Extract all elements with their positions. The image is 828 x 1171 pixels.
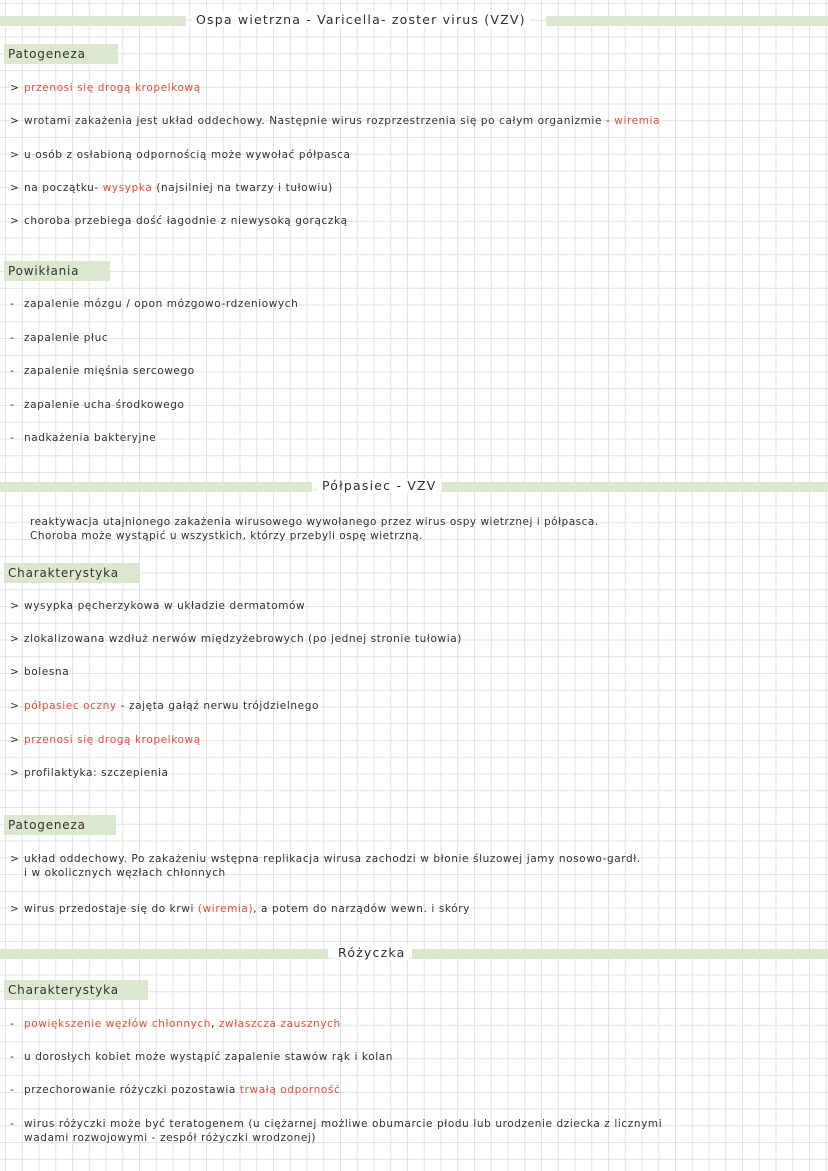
heading-powiklania: Powikłania (4, 261, 110, 281)
bullet: > (10, 666, 20, 678)
title-band-left (0, 16, 186, 26)
charakterystyka-item (10, 766, 169, 780)
page-title: Ospa wietrzna - Varicella- zoster virus (VZV) (192, 12, 530, 27)
bullet: > (10, 633, 20, 645)
item-text: wrotami zakażenia jest układ oddechowy. Następnie wirus rozprzestrzenia się po całym organizmie - (24, 115, 615, 127)
item-text: zapalenie mózgu / opon mózgowo-rdzeniowych (24, 298, 299, 310)
heading-patogeneza-1: Patogeneza (4, 44, 118, 64)
item-text: układ oddechowy. Po zakażeniu wstępna replikacja wirusa zachodzi w błonie śluzowej jamy nosowo-gardł. (24, 853, 641, 865)
bullet: > (10, 767, 20, 779)
powiklania-item (10, 331, 108, 345)
charakterystyka-item (10, 632, 462, 646)
item-text: i w okolicznych węzłach chłonnych (24, 867, 226, 879)
patogeneza-item (10, 148, 351, 162)
heading-charakterystyka-2: Charakterystyka (4, 563, 140, 583)
highlighted-text: zwłaszcza zausznych (218, 1018, 341, 1030)
item-text: , a potem do narządów wewn. i skóry (253, 903, 470, 915)
item-text: na początku- (24, 182, 103, 194)
rozyczka-item-4 (10, 1117, 662, 1131)
heading-charakterystyka-3: Charakterystyka (4, 980, 148, 1000)
item-text: zlokalizowana wzdłuż nerwów międzyżebrowych (po jednej stronie tułowia) (24, 633, 462, 645)
section-title-rozyczka: Różyczka (334, 945, 409, 960)
bullet: - (10, 1118, 15, 1130)
patogeneza-item-1-cont (24, 866, 226, 880)
highlighted-text: przenosi się drogą kropelkową (24, 82, 201, 94)
bullet: - (10, 399, 15, 411)
charakterystyka-item (10, 733, 201, 747)
bullet: > (10, 903, 20, 915)
section-title-polpasiec: Półpasiec - VZV (318, 478, 441, 493)
item-text: zapalenie ucha środkowego (24, 399, 185, 411)
intro-line-2: Choroba może wystąpić u wszystkich, którzy przebyli ospę wietrzną. (30, 530, 423, 542)
bullet: - (10, 1018, 15, 1030)
item-text: wirus przedostaje się do krwi (24, 903, 198, 915)
patogeneza-item (10, 214, 348, 228)
rozyczka-item (10, 1050, 393, 1064)
bullet: - (10, 1051, 15, 1063)
item-text: bolesna (24, 666, 70, 678)
powiklania-item (10, 297, 298, 311)
bullet: - (10, 298, 15, 310)
bullet: - (10, 332, 15, 344)
item-text: u osób z osłabioną odpornością może wywołać półpasca (24, 149, 351, 161)
powiklania-item (10, 364, 195, 378)
highlighted-text: przenosi się drogą kropelkową (24, 734, 201, 746)
highlighted-text: trwałą odporność (239, 1084, 341, 1096)
charakterystyka-item (10, 699, 319, 713)
highlighted-text: wysypka (102, 182, 153, 194)
patogeneza-item (10, 902, 470, 916)
highlighted-text: (wiremia) (197, 903, 254, 915)
powiklania-item (10, 398, 185, 412)
patogeneza-item (10, 81, 201, 95)
title-band-left-3 (0, 949, 328, 959)
item-text: zapalenie płuc (24, 332, 109, 344)
bullet: > (10, 700, 20, 712)
bullet: > (10, 149, 20, 161)
rozyczka-item (10, 1083, 340, 1097)
bullet: - (10, 1084, 15, 1096)
item-text: zapalenie mięśnia sercowego (24, 365, 195, 377)
item-text: wysypka pęcherzykowa w układzie dermatomów (24, 600, 306, 612)
rozyczka-item-4-cont (24, 1131, 316, 1145)
title-band-right-3 (412, 949, 828, 959)
charakterystyka-item (10, 599, 305, 613)
title-band-right (546, 16, 828, 26)
bullet: > (10, 600, 20, 612)
title-band-left-2 (0, 482, 312, 492)
item-text: , (211, 1018, 219, 1030)
item-text: nadkażenia bakteryjne (24, 432, 157, 444)
bullet: - (10, 365, 15, 377)
bullet: - (10, 432, 15, 444)
highlighted-text: wiremia (614, 115, 661, 127)
patogeneza-item (10, 114, 660, 128)
bullet: > (10, 182, 20, 194)
item-text: przechorowanie różyczki pozostawia (24, 1084, 240, 1096)
item-text: choroba przebiega dość łagodnie z niewysoką gorączką (24, 215, 348, 227)
bullet: > (10, 82, 20, 94)
item-text: profilaktyka: szczepienia (24, 767, 169, 779)
intro-line-1: reaktywacja utajnionego zakażenia wirusowego wywołanego przez wirus ospy wietrznej i półpasca. (30, 516, 599, 528)
patogeneza-item-1 (10, 852, 641, 866)
item-text: wirus różyczki może być teratogenem (u ciężarnej możliwe obumarcie płodu lub urodzenie dziecka z licznymi (24, 1118, 663, 1130)
item-text: - zajęta gałąź nerwu trójdzielnego (116, 700, 319, 712)
bullet: > (10, 734, 20, 746)
highlighted-text: powiększenie węzłów chłonnych (24, 1018, 212, 1030)
bullet: > (10, 215, 20, 227)
bullet: > (10, 853, 20, 865)
charakterystyka-item (10, 665, 69, 679)
powiklania-item (10, 431, 156, 445)
heading-patogeneza-2: Patogeneza (4, 815, 116, 835)
patogeneza-item (10, 181, 333, 195)
item-text: (najsilniej na twarzy i tułowiu) (152, 182, 333, 194)
rozyczka-item (10, 1017, 341, 1031)
highlighted-text: półpasiec oczny (24, 700, 117, 712)
item-text: u dorosłych kobiet może wystąpić zapalenie stawów rąk i kolan (24, 1051, 394, 1063)
item-text: wadami rozwojowymi - zespół różyczki wrodzonej) (24, 1132, 317, 1144)
title-band-right-2 (442, 482, 828, 492)
bullet: > (10, 115, 20, 127)
